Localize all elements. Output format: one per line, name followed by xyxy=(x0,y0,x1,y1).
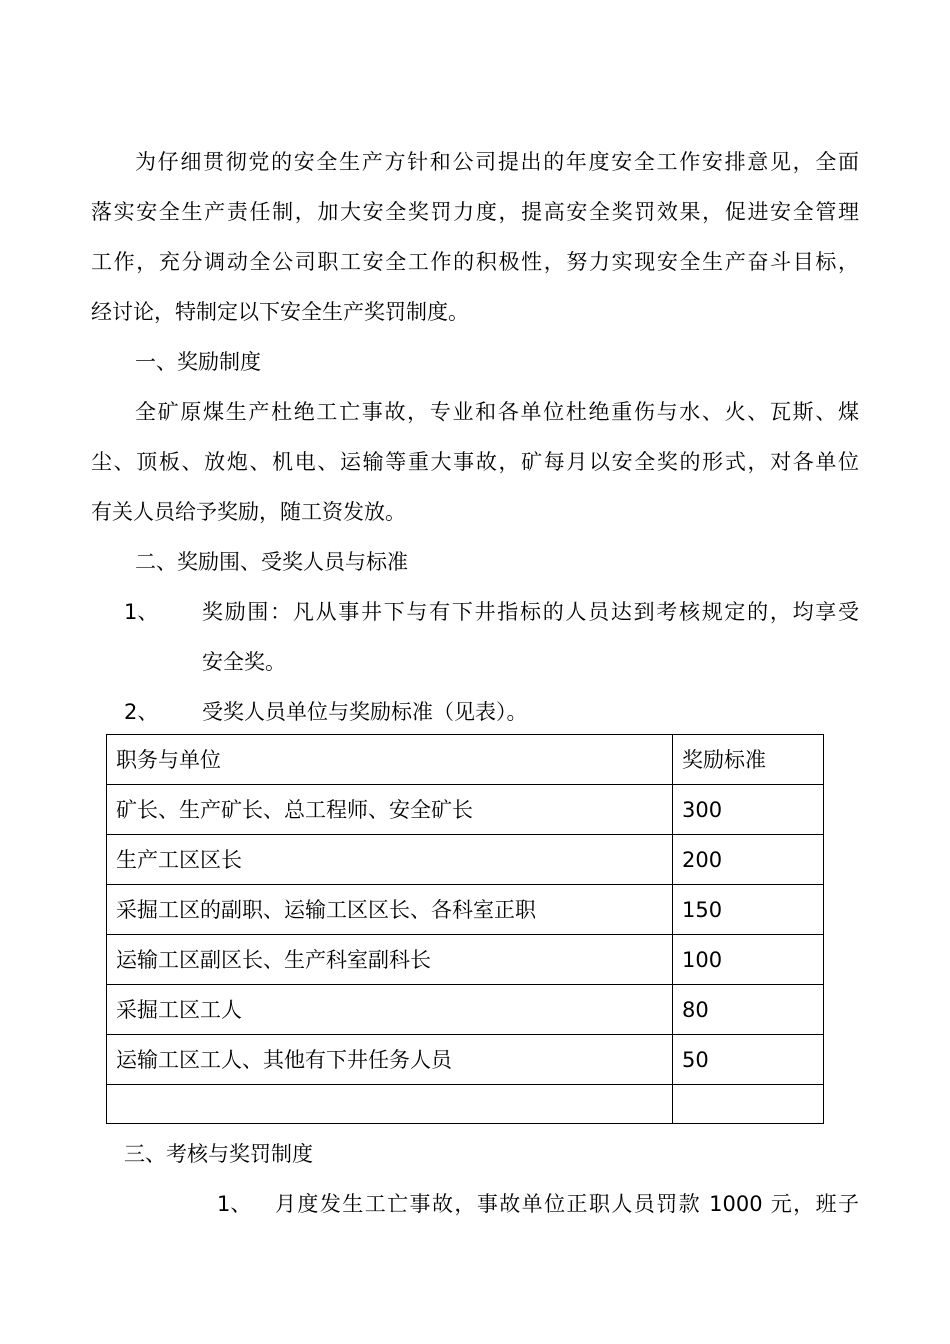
section-heading-reward-scope: 二、奖励围、受奖人员与标准 xyxy=(135,550,408,574)
list-number: 2、 xyxy=(124,700,159,724)
section1-paragraph-line: 有关人员给予奖励，随工资发放。 xyxy=(91,500,406,524)
intro-paragraph-line: 落实安全生产责任制，加大安全奖罚力度，提高安全奖罚效果，促进安全管理 xyxy=(91,200,859,224)
table-header-cell: 职务与单位 xyxy=(107,735,673,785)
table-cell-amount: 200 xyxy=(673,835,824,885)
table-cell-position: 采掘工区工人 xyxy=(107,985,673,1035)
table-cell-amount xyxy=(673,1085,824,1124)
table-cell-position: 运输工区工人、其他有下井任务人员 xyxy=(107,1035,673,1085)
table-cell-position: 采掘工区的副职、运输工区区长、各科室正职 xyxy=(107,885,673,935)
section1-paragraph-line: 尘、顶板、放炮、机电、运输等重大事故，矿每月以安全奖的形式，对各单位 xyxy=(91,450,859,474)
table-cell-position xyxy=(107,1085,673,1124)
table-row xyxy=(107,785,824,835)
intro-paragraph-line: 为仔细贯彻党的安全生产方针和公司提出的年度安全工作安排意见，全面 xyxy=(135,150,859,174)
section1-paragraph-line: 全矿原煤生产杜绝工亡事故，专业和各单位杜绝重伤与水、火、瓦斯、煤 xyxy=(135,400,859,424)
table-row xyxy=(107,885,824,935)
reward-standard-table xyxy=(106,734,824,1124)
intro-paragraph-line: 工作，充分调动全公司职工安全工作的积极性，努力实现安全生产奋斗目标， xyxy=(91,250,859,274)
table-cell-amount: 300 xyxy=(673,785,824,835)
table-cell-position: 运输工区副区长、生产科室副科长 xyxy=(107,935,673,985)
intro-paragraph-line: 经讨论，特制定以下安全生产奖罚制度。 xyxy=(91,300,469,324)
table-row xyxy=(107,935,824,985)
table-header-cell: 奖励标准 xyxy=(673,735,824,785)
list-number: 1、 xyxy=(217,1192,252,1216)
table-cell-position: 矿长、生产矿长、总工程师、安全矿长 xyxy=(107,785,673,835)
table-row xyxy=(107,835,824,885)
table-cell-position: 生产工区区长 xyxy=(107,835,673,885)
table-cell-amount: 50 xyxy=(673,1035,824,1085)
list-item-text: 月度发生工亡事故，事故单位正职人员罚款 1000 元，班子 xyxy=(275,1192,859,1216)
list-item-text: 安全奖。 xyxy=(202,650,286,674)
table-header-row xyxy=(107,735,824,785)
list-item-text: 奖励围：凡从事井下与有下井指标的人员达到考核规定的，均享受 xyxy=(202,600,859,624)
table-row xyxy=(107,985,824,1035)
section-heading-reward-system: 一、奖励制度 xyxy=(135,350,261,374)
list-item-text: 受奖人员单位与奖励标准（见表）。 xyxy=(202,700,528,724)
table-row xyxy=(107,1035,824,1085)
table-cell-amount: 80 xyxy=(673,985,824,1035)
list-number: 1、 xyxy=(124,600,159,624)
table-cell-amount: 100 xyxy=(673,935,824,985)
table-cell-amount: 150 xyxy=(673,885,824,935)
table-row-empty xyxy=(107,1085,824,1124)
section-heading-assessment: 三、考核与奖罚制度 xyxy=(124,1142,313,1166)
